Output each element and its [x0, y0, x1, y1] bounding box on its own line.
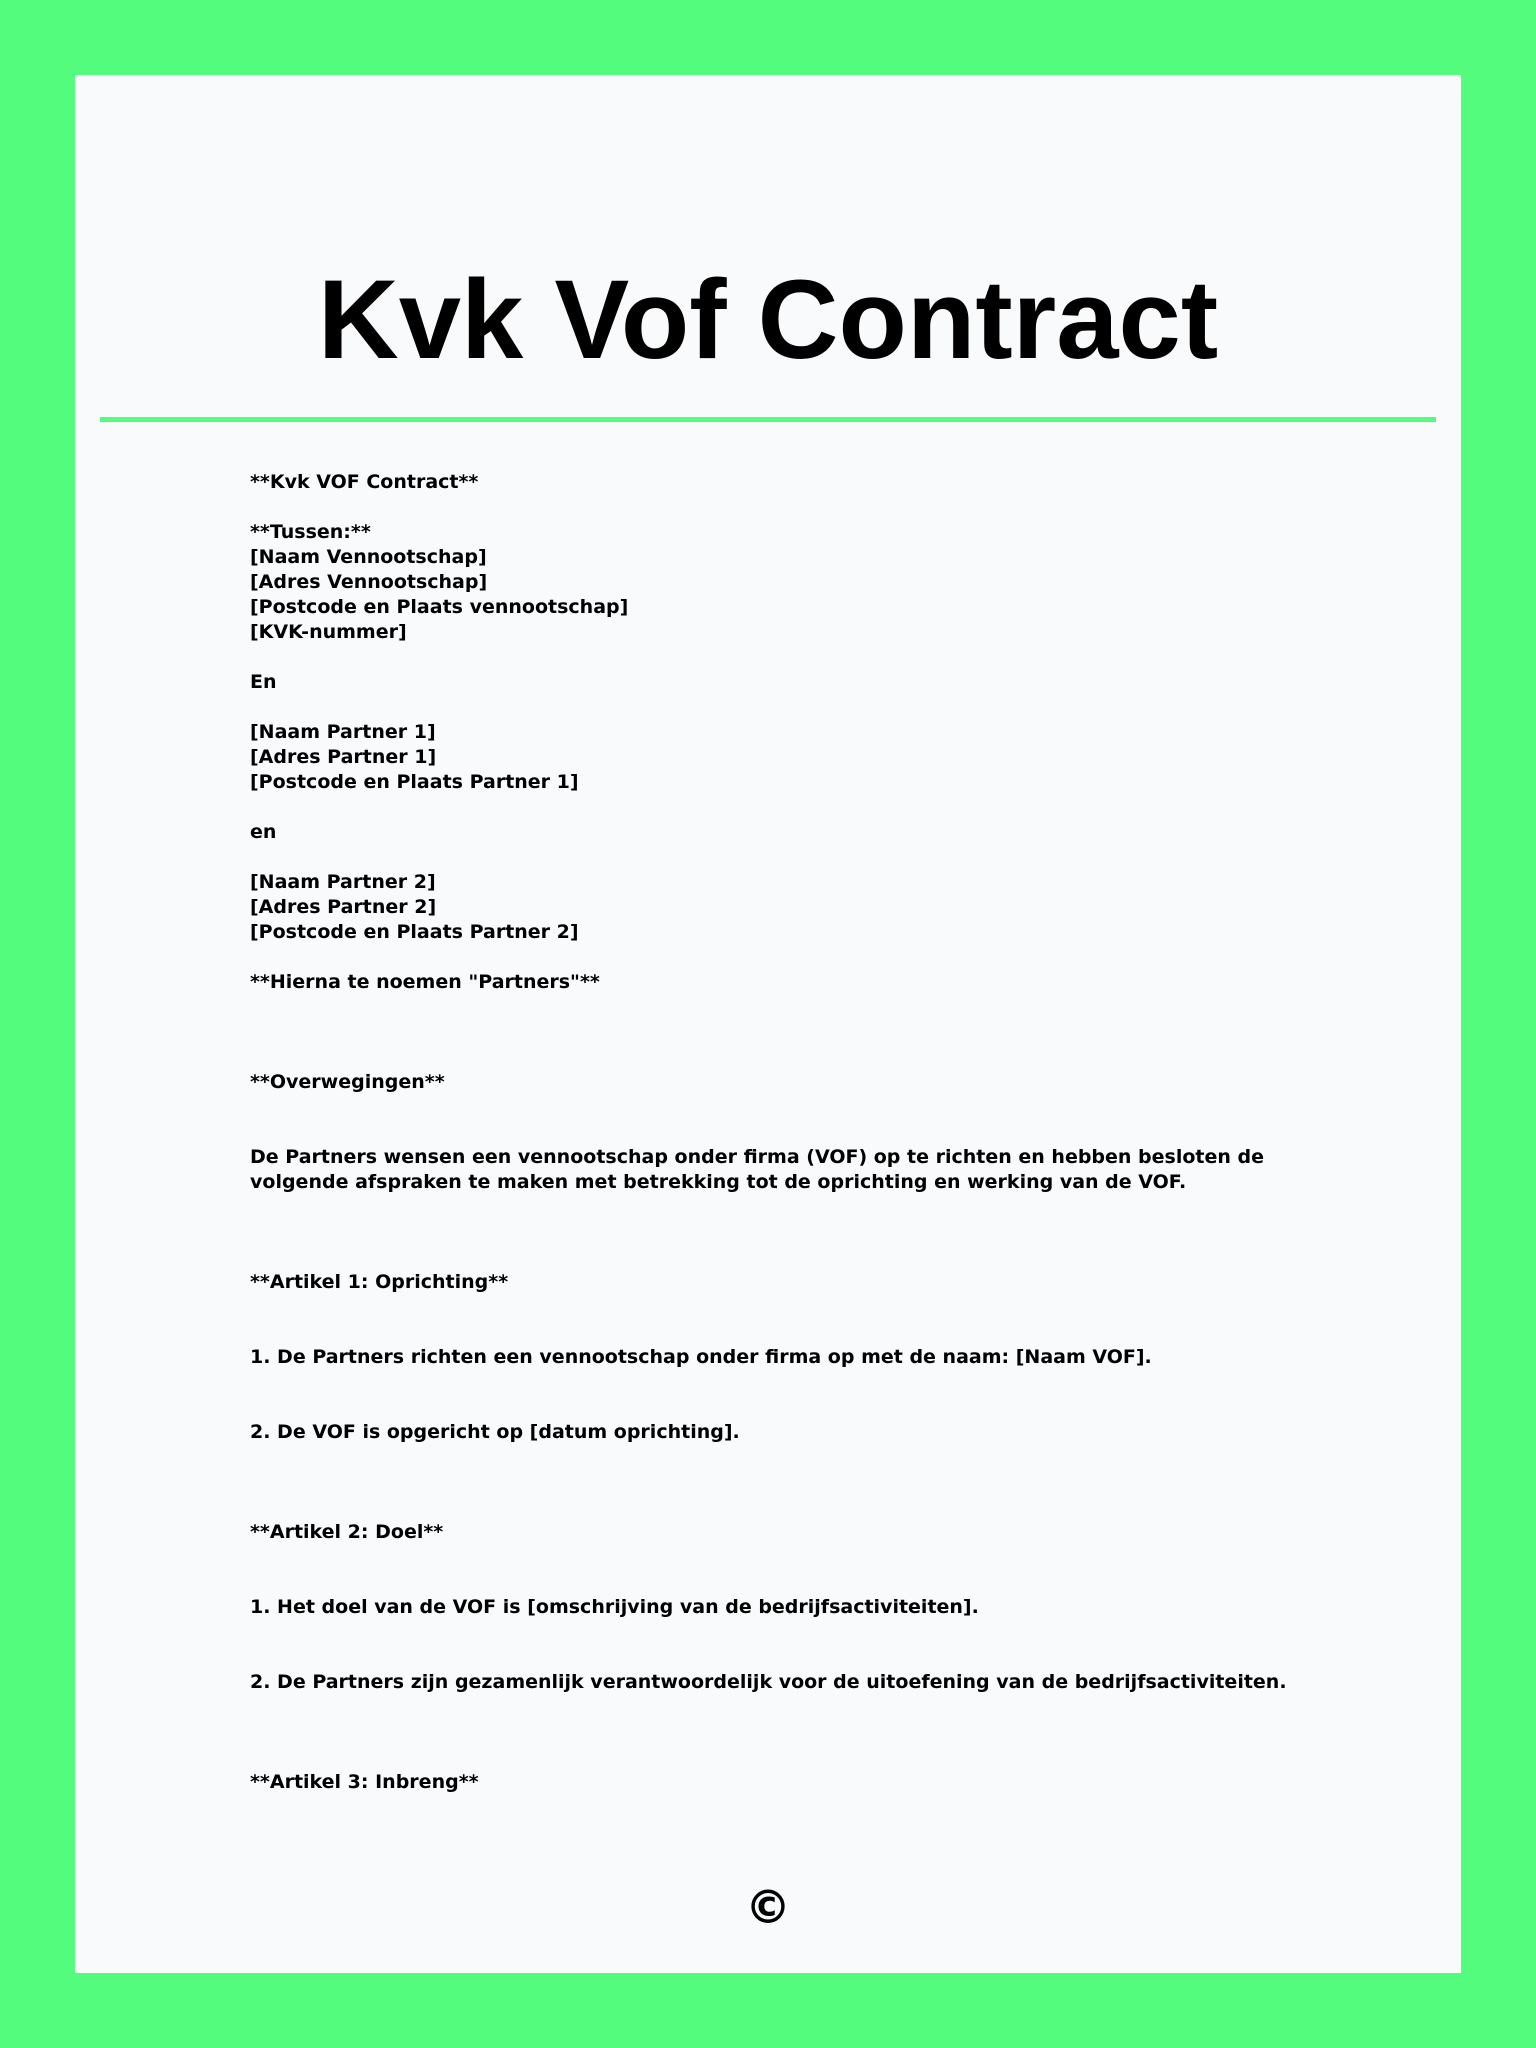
- adres-partner-1: [Adres Partner 1]: [250, 746, 437, 768]
- postcode-partner-1: [Postcode en Plaats Partner 1]: [250, 771, 579, 793]
- copyright-icon: ©: [745, 1880, 791, 1934]
- document-page: [75, 75, 1461, 1973]
- en-label-2: en: [250, 821, 277, 843]
- naam-partner-2: [Naam Partner 2]: [250, 871, 436, 893]
- adres-vennootschap: [Adres Vennootschap]: [250, 571, 488, 593]
- title-divider: [100, 417, 1436, 422]
- hierna-label: **Hierna te noemen "Partners"**: [250, 971, 600, 993]
- kvk-nummer: [KVK-nummer]: [250, 621, 407, 643]
- naam-vennootschap: [Naam Vennootschap]: [250, 546, 487, 568]
- adres-partner-2: [Adres Partner 2]: [250, 896, 437, 918]
- overwegingen-text: De Partners wensen een vennootschap onder firma (VOF) op te richten en hebben besloten de volgende afspraken te maken met betrekking tot de oprichting en werking van de VOF.: [250, 1146, 1265, 1193]
- en-label-1: En: [250, 671, 277, 693]
- contract-heading: **Kvk VOF Contract**: [250, 471, 479, 493]
- artikel-2-heading: **Artikel 2: Doel**: [250, 1521, 444, 1543]
- artikel-1-item-2: 2. De VOF is opgericht op [datum oprichting].: [250, 1421, 740, 1443]
- artikel-3-heading: **Artikel 3: Inbreng**: [250, 1771, 479, 1793]
- naam-partner-1: [Naam Partner 1]: [250, 721, 436, 743]
- postcode-partner-2: [Postcode en Plaats Partner 2]: [250, 921, 579, 943]
- contract-body: [250, 470, 1350, 1795]
- artikel-1-heading: **Artikel 1: Oprichting**: [250, 1271, 509, 1293]
- artikel-2-item-2: 2. De Partners zijn gezamenlijk verantwoordelijk voor de uitoefening van de bedrijfsactiviteiten.: [250, 1671, 1287, 1693]
- overwegingen-heading: **Overwegingen**: [250, 1071, 445, 1093]
- document-title: Kvk Vof Contract: [317, 257, 1219, 382]
- postcode-vennootschap: [Postcode en Plaats vennootschap]: [250, 596, 629, 618]
- artikel-2-item-1: 1. Het doel van de VOF is [omschrijving van de bedrijfsactiviteiten].: [250, 1596, 979, 1618]
- artikel-1-item-1: 1. De Partners richten een vennootschap onder firma op met de naam: [Naam VOF].: [250, 1346, 1152, 1368]
- tussen-label: **Tussen:**: [250, 521, 371, 543]
